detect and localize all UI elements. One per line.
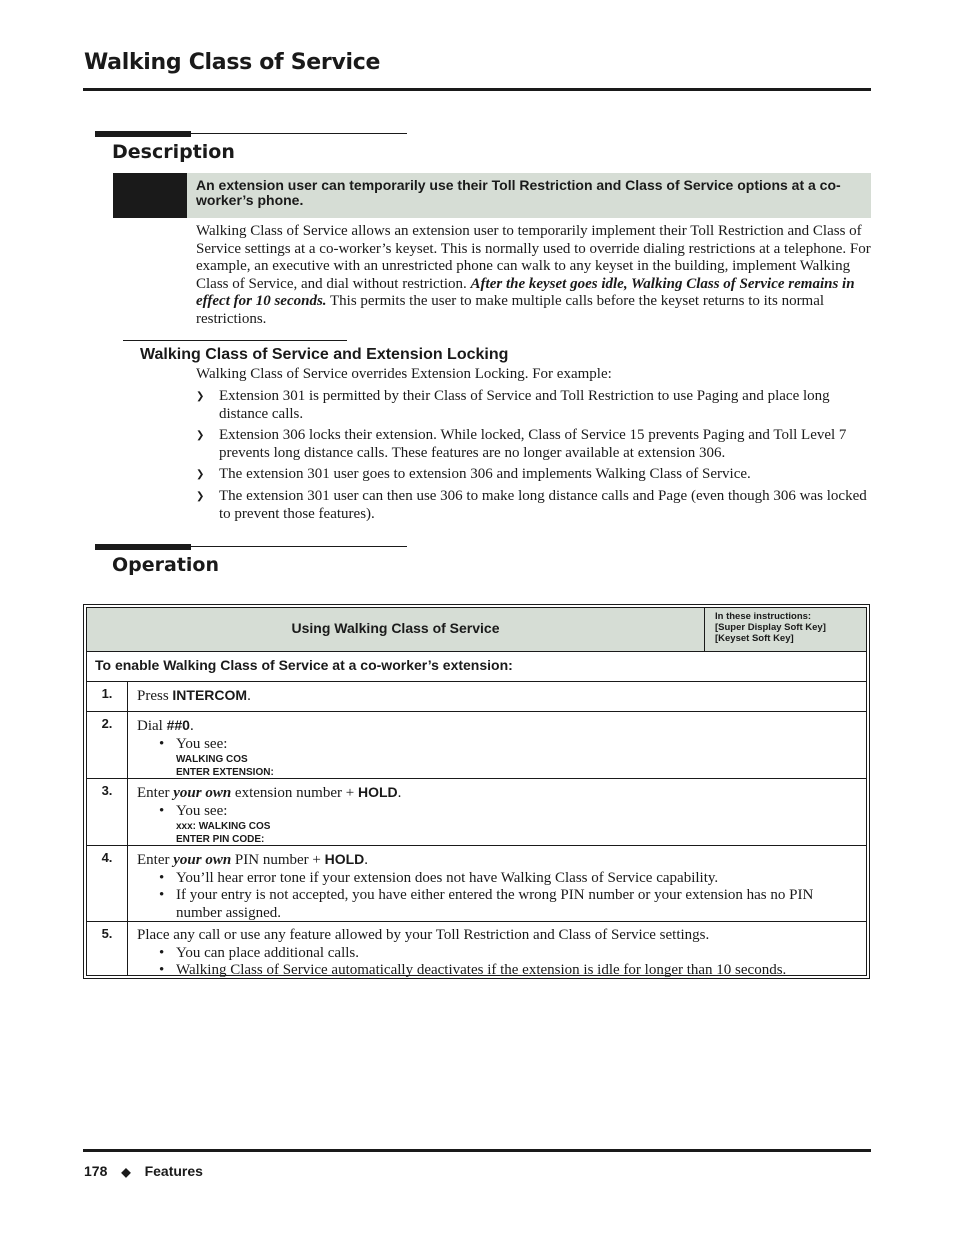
display-line: ENTER EXTENSION: [176,767,274,778]
diamond-icon: ◆ [121,1165,131,1179]
locking-intro: Walking Class of Service overrides Extension Locking. For example: [196,366,612,382]
summary-marker [113,173,187,218]
table-row: 5. Place any call or use any feature allowed by your Toll Restriction and Class of Service settings. • You can place additional calls. • Walking Class of Service automatically deactivates if the extension is idle for longer than 10 seconds. [87,921,866,975]
description-emphasis: After the keyset goes idle, Walking Class of Service remains in effect for 10 seconds. [196,275,855,309]
list-item: ❯ The extension 301 user can then use 306 to make long distance calls and Page (even though 306 was locked to prevent those features). [196,488,867,522]
subsection-rule [123,340,347,341]
section-bar-thin [95,133,407,134]
operation-heading: Operation [112,554,220,576]
table-row: 4. Enter your own PIN number + HOLD. • You’ll hear error tone if your extension does not have Walking Class of Service capability. • If your entry is not accepted, you have either entered the wrong PIN number or your extension has no PIN number assigned. [87,845,866,921]
section-bar-thick [95,131,191,137]
arrow-bullet-icon: ❯ [196,391,205,402]
description-heading: Description [112,141,235,163]
arrow-bullet-icon: ❯ [196,491,205,502]
table-legend-cell: In these instructions: [Super Display Soft Key] [Keyset Soft Key] [705,608,866,651]
footer-section: Features [144,1163,203,1179]
table-title-cell: Using Walking Class of Service [87,608,705,651]
table-row: 3. Enter your own extension number + HOLD. • You see: xxx: WALKING COS ENTER PIN CODE: [87,778,866,845]
title-rule [83,88,871,91]
table-row: 1. Press INTERCOM. [87,681,866,711]
locking-heading: Walking Class of Service and Extension Locking [140,346,509,363]
page-title: Walking Class of Service [84,50,381,75]
page-footer [84,1163,203,1179]
page-number: 178 [84,1163,108,1179]
table-row-enable: To enable Walking Class of Service at a co-worker’s extension: [87,651,866,681]
table-row: 2. Dial ##0. • You see: WALKING COS ENTER EXTENSION: [87,711,866,778]
arrow-bullet-icon: ❯ [196,469,205,480]
display-line: WALKING COS [176,754,248,765]
footer-rule [83,1149,871,1152]
display-line: xxx: WALKING COS [176,821,271,832]
section-bar-thick [95,544,191,550]
arrow-bullet-icon: ❯ [196,430,205,441]
display-line: ENTER PIN CODE: [176,834,265,845]
summary-text: An extension user can temporarily use their Toll Restriction and Class of Service options at a co-worker’s phone. [196,177,841,208]
list-item: ❯ Extension 306 locks their extension. While locked, Class of Service 15 prevents Paging and Toll Level 7 prevents long distance calls. These features are no longer available at extension 306. [196,427,847,461]
list-item: ❯ The extension 301 user goes to extension 306 and implements Walking Class of Service. [196,466,751,482]
section-bar-thin [95,546,407,547]
list-item: ❯ Extension 301 is permitted by their Class of Service and Toll Restriction to use Paging and place long distance calls. [196,388,830,422]
operation-table [83,604,870,979]
description-paragraph: Walking Class of Service allows an extension user to temporarily implement their Toll Restriction and Class of Service settings at a co-worker’s keyset. This is normally used to override dialing restrictions at a telephone. For example, an executive with an unrestricted phone can walk to any keyset in the building, implement Walking Class of Service, and dial without restriction. After the keyset goes idle, Walking Class of Service remains in effect for 10 seconds. This permits the user to make multiple calls before the keyset returns to its normal restrictions. [196,223,871,327]
